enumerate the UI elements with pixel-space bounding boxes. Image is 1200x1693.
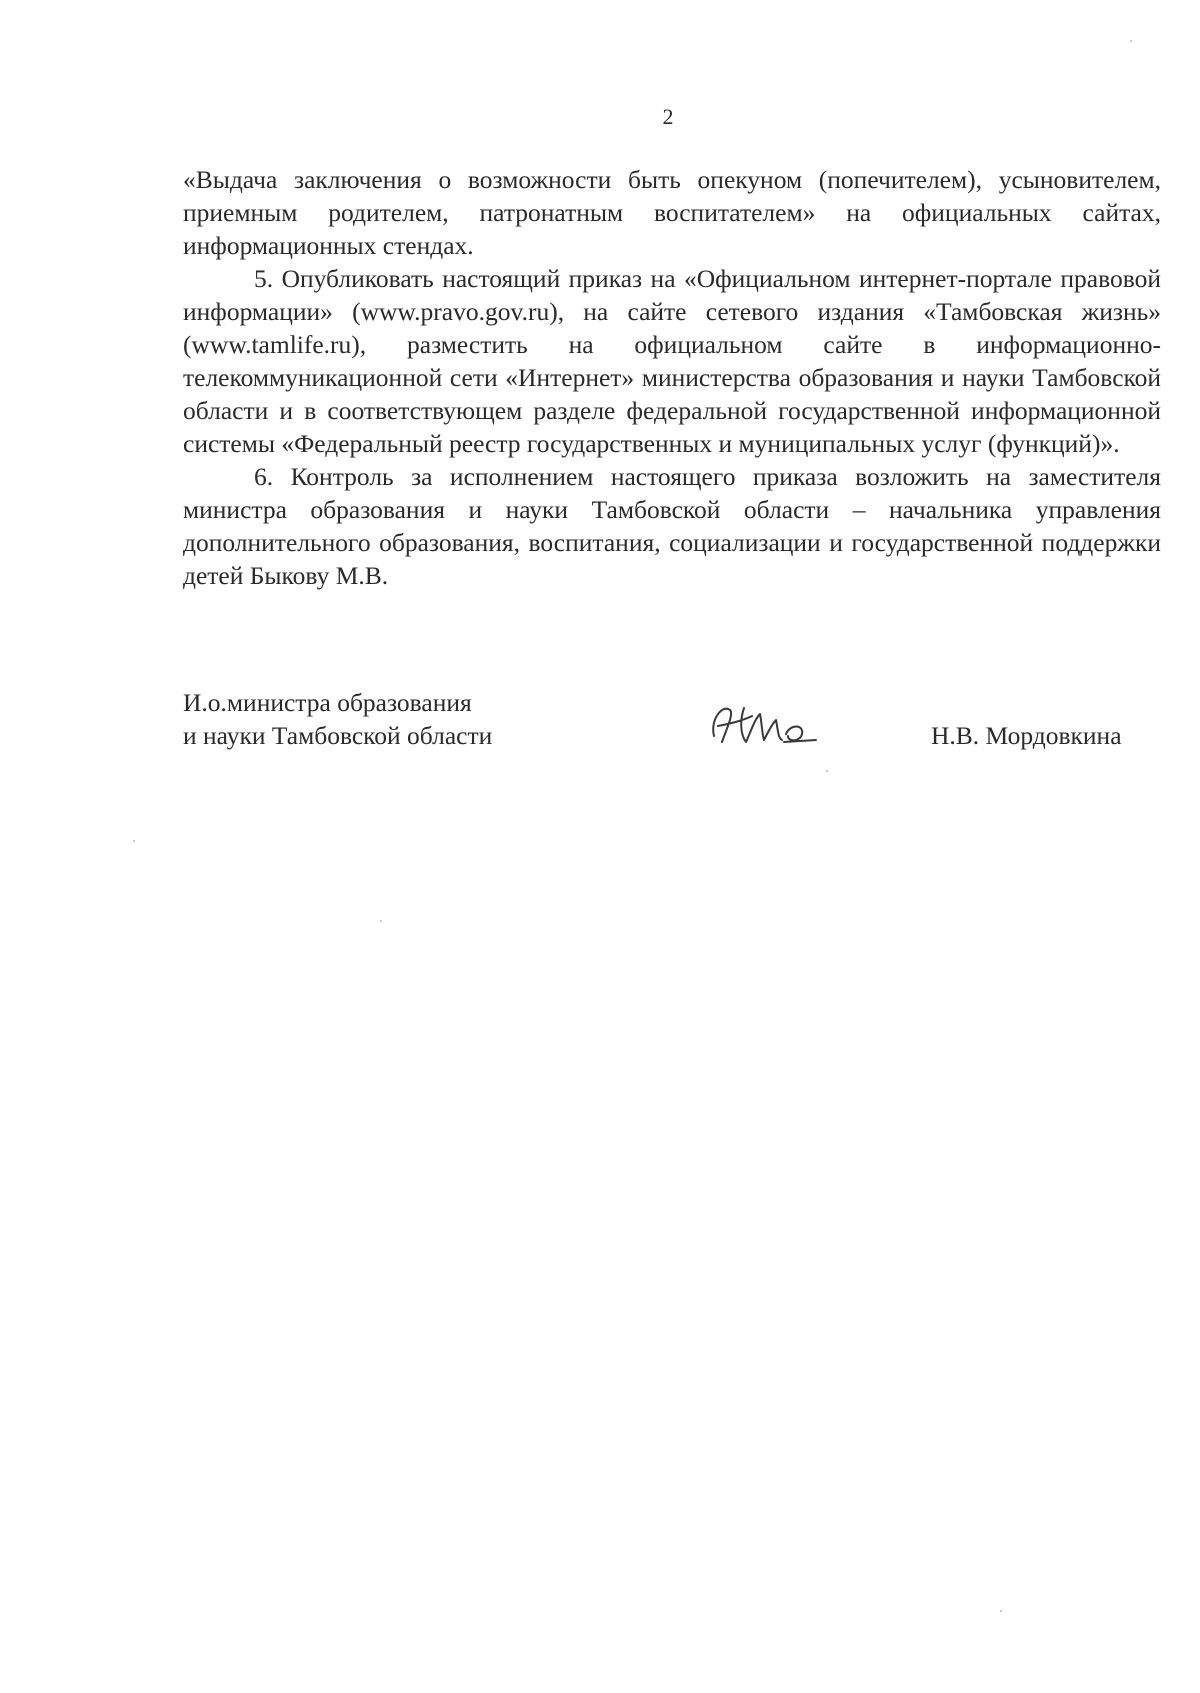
paragraph-item-5: 5. Опубликовать настоящий приказ на «Официальном интернет-портале правовой информации» (www.pravo.gov.ru), на сайте сетевого издания «Тамбовская жизнь» (www.tamlife.ru), разместить на официальном сайте в информационно-телекоммуникационной сети «Интернет» министерства образования и науки Тамбовской области и в соответствующем разделе федеральной государственной информационной системы «Федеральный реестр государственных и муниципальных услуг (функций)».: [183, 264, 1161, 458]
signatory-position: [183, 686, 492, 752]
paragraph-continuation: «Выдача заключения о возможности быть опекуном (попечителем), усыновителем, приемным родителем, патронатным воспитателем» на официальных сайтах, информационных стендах.: [183, 165, 1161, 260]
scan-speck: [133, 840, 135, 842]
handwritten-signature: [700, 690, 840, 760]
scan-speck: [1130, 40, 1132, 42]
signatory-position-line-2: и науки Тамбовской области: [183, 721, 493, 750]
signatory-name: Н.В. Мордовкина: [931, 721, 1122, 750]
scan-speck: [826, 770, 828, 772]
page-number: 2: [662, 104, 674, 129]
signatory-position-line-1: И.о.министра образования: [183, 688, 472, 717]
document-body: [183, 163, 1161, 592]
paragraph-item-6: 6. Контроль за исполнением настоящего приказа возложить на заместителя министра образования и науки Тамбовской области – начальника управления дополнительного образования, воспитания, социализации и государственной поддержки детей Быкову М.В.: [183, 462, 1161, 590]
scan-speck: [380, 920, 382, 922]
scan-speck: [1000, 1610, 1002, 1612]
